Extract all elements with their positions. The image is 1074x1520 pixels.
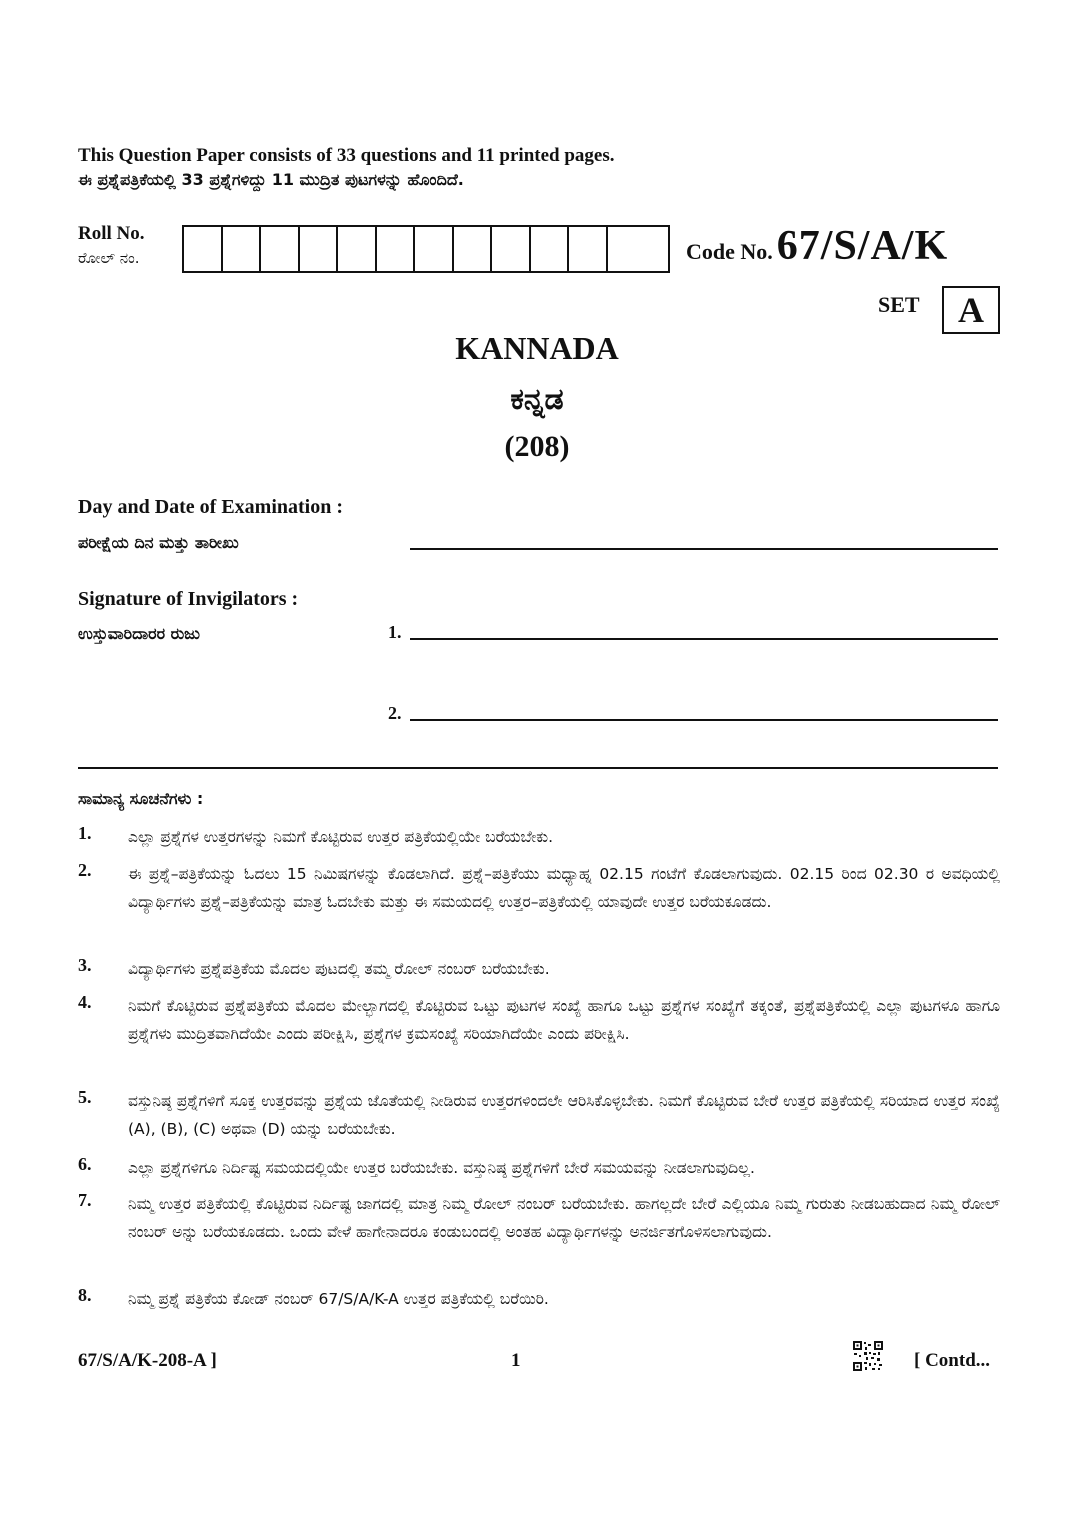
subject-code: (208) xyxy=(504,430,570,463)
roll-cell[interactable] xyxy=(338,227,377,271)
paper-info-kn: ಈ ಪ್ರಶ್ನೆಪತ್ರಿಕೆಯಲ್ಲಿ 33 ಪ್ರಶ್ನೆಗಳಿದ್ದು 11 ಮುದ್ರಿತ ಪುಟಗಳನ್ನು ಹೊಂದಿದೆ. xyxy=(78,170,464,189)
instruction-number: 8. xyxy=(78,1285,92,1305)
paper-info-en: This Question Paper consists of 33 questions and 11 printed pages. xyxy=(78,145,615,166)
instruction-item xyxy=(78,1154,1000,1182)
instruction-text: ನಿಮಗೆ ಕೊಟ್ಟಿರುವ ಪ್ರಶ್ನೆಪತ್ರಿಕೆಯ ಮೊದಲ ಮೇಲ್ಭಾಗದಲ್ಲಿ ಕೊಟ್ಟಿರುವ ಒಟ್ಟು ಪುಟಗಳ ಸಂಖ್ಯೆ ಹಾಗೂ ಒಟ್ಟು ಪ್ರಶ್ನೆಗಳ ಸಂಖ್ಯೆಗೆ ತಕ್ಕಂತೆ, ಪ್ರಶ್ನೆಪತ್ರಿಕೆಯಲ್ಲಿ ಎಲ್ಲಾ ಪುಟಗಳೂ ಹಾಗೂ ಪ್ರಶ್ನೆಗಳು ಮುದ್ರಿತವಾಗಿದೆಯೇ ಎಂದು ಪರೀಕ್ಷಿಸಿ, ಪ್ರಶ್ನೆಗಳ ಕ್ರಮಸಂಖ್ಯೆ ಸರಿಯಾಗಿದೆಯೇ ಎಂದು ಪರೀಕ್ಷಿಸಿ. xyxy=(128,997,1000,1043)
continued-label: [ Contd... xyxy=(914,1350,991,1371)
instruction-number: 1. xyxy=(78,823,92,843)
instruction-item xyxy=(78,1190,1000,1246)
roll-cell[interactable] xyxy=(454,227,493,271)
instruction-item xyxy=(78,1285,1000,1313)
code-number xyxy=(686,222,948,270)
instruction-item xyxy=(78,860,1000,916)
instruction-number: 3. xyxy=(78,955,92,975)
instruction-number: 6. xyxy=(78,1154,92,1174)
code-label: Code No. xyxy=(686,239,773,264)
roll-cell[interactable] xyxy=(184,227,223,271)
instruction-item xyxy=(78,823,1000,851)
page-number: 1 xyxy=(511,1350,521,1371)
instruction-text: ಈ ಪ್ರಶ್ನೆ–ಪತ್ರಿಕೆಯನ್ನು ಓದಲು 15 ನಿಮಿಷಗಳನ್ನು ಕೊಡಲಾಗಿದೆ. ಪ್ರಶ್ನೆ–ಪತ್ರಿಕೆಯು ಮಧ್ಯಾಹ್ನ 02.15 ಗಂಟೆಗೆ ಕೊಡಲಾಗುವುದು. 02.15 ರಿಂದ 02.30 ರ ಅವಧಿಯಲ್ಲಿ ವಿದ್ಯಾರ್ಥಿಗಳು ಪ್ರಶ್ನೆ–ಪತ್ರಿಕೆಯನ್ನು ಮಾತ್ರ ಓದಬೇಕು ಮತ್ತು ಈ ಸಮಯದಲ್ಲಿ ಉತ್ತರ–ಪತ್ರಿಕೆಯಲ್ಲಿ ಯಾವುದೇ ಉತ್ತರ ಬರೆಯಕೂಡದು. xyxy=(128,865,1000,911)
instruction-item xyxy=(78,955,1000,983)
instruction-item xyxy=(78,992,1000,1048)
roll-label-kn: ರೋಲ್ ನಂ. xyxy=(78,249,140,267)
instruction-text: ಎಲ್ಲಾ ಪ್ರಶ್ನೆಗಳಿಗೂ ನಿರ್ದಿಷ್ಟ ಸಮಯದಲ್ಲಿಯೇ ಉತ್ತರ ಬರೆಯಬೇಕು. ವಸ್ತುನಿಷ್ಠ ಪ್ರಶ್ನೆಗಳಿಗೆ ಬೇರೆ ಸಮಯವನ್ನು ನೀಡಲಾಗುವುದಿಲ್ಲ. xyxy=(128,1159,755,1177)
signature-1-line[interactable] xyxy=(410,638,998,640)
signature-2-line[interactable] xyxy=(410,719,998,721)
roll-number-grid[interactable] xyxy=(182,225,670,273)
exam-date-label-en: Day and Date of Examination : xyxy=(78,496,344,518)
section-divider xyxy=(78,767,998,769)
instruction-text: ವಿದ್ಯಾರ್ಥಿಗಳು ಪ್ರಶ್ನೆಪತ್ರಿಕೆಯ ಮೊದಲ ಪುಟದಲ್ಲಿ ತಮ್ಮ ರೋಲ್ ನಂಬರ್ ಬರೆಯಬೇಕು. xyxy=(128,960,550,978)
qr-code-icon xyxy=(852,1340,884,1372)
code-value: 67/S/A/K xyxy=(776,223,949,269)
signature-2-label: 2. xyxy=(388,703,402,723)
roll-cell[interactable] xyxy=(531,227,570,271)
set-value-box: A xyxy=(942,286,1000,334)
instruction-number: 4. xyxy=(78,992,92,1012)
roll-label xyxy=(78,222,145,270)
instruction-text: ಎಲ್ಲಾ ಪ್ರಶ್ನೆಗಳ ಉತ್ತರಗಳನ್ನು ನಿಮಗೆ ಕೊಟ್ಟಿರುವ ಉತ್ತರ ಪತ್ರಿಕೆಯಲ್ಲಿಯೇ ಬರೆಯಬೇಕು. xyxy=(128,828,554,846)
invigilator-label-en: Signature of Invigilators : xyxy=(78,588,299,610)
exam-date-label-kn: ಪರೀಕ್ಷೆಯ ದಿನ ಮತ್ತು ತಾರೀಖು xyxy=(78,533,239,552)
invigilator-label-kn: ಉಸ್ತುವಾರಿದಾರರ ರುಜು xyxy=(78,624,201,643)
instruction-number: 2. xyxy=(78,860,92,880)
roll-cell[interactable] xyxy=(223,227,262,271)
roll-cell[interactable] xyxy=(377,227,416,271)
subject-title-en: KANNADA xyxy=(455,330,619,366)
roll-cell[interactable] xyxy=(261,227,300,271)
footer-paper-code: 67/S/A/K-208-A ] xyxy=(78,1350,217,1371)
signature-1-label: 1. xyxy=(388,622,402,642)
instructions-heading: ಸಾಮಾನ್ಯ ಸೂಚನೆಗಳು : xyxy=(78,789,204,808)
instruction-number: 7. xyxy=(78,1190,92,1210)
instruction-number: 5. xyxy=(78,1087,92,1107)
instruction-text: ನಿಮ್ಮ ಉತ್ತರ ಪತ್ರಿಕೆಯಲ್ಲಿ ಕೊಟ್ಟಿರುವ ನಿರ್ದಿಷ್ಟ ಜಾಗದಲ್ಲಿ ಮಾತ್ರ ನಿಮ್ಮ ರೋಲ್ ನಂಬರ್ ಬರೆಯಬೇಕು. ಹಾಗಲ್ಲದೇ ಬೇರೆ ಎಲ್ಲಿಯೂ ನಿಮ್ಮ ಗುರುತು ನೀಡಬಹುದಾದ ನಿಮ್ಮ ರೋಲ್ ನಂಬರ್ ಅನ್ನು ಬರೆಯಕೂಡದು. ಒಂದು ವೇಳೆ ಹಾಗೇನಾದರೂ ಕಂಡುಬಂದಲ್ಲಿ ಅಂತಹ ವಿದ್ಯಾರ್ಥಿಗಳನ್ನು ಅನರ್ಜಿತಗೊಳಿಸಲಾಗುವುದು. xyxy=(128,1195,1000,1241)
roll-cell[interactable] xyxy=(569,227,608,271)
instruction-text: ವಸ್ತುನಿಷ್ಠ ಪ್ರಶ್ನೆಗಳಿಗೆ ಸೂಕ್ತ ಉತ್ತರವನ್ನು ಪ್ರಶ್ನೆಯ ಜೊತೆಯಲ್ಲಿ ನೀಡಿರುವ ಉತ್ತರಗಳಿಂದಲೇ ಆರಿಸಿಕೊಳ್ಳಬೇಕು. ನಿಮಗೆ ಕೊಟ್ಟಿರುವ ಬೇರೆ ಉತ್ತರ ಪತ್ರಿಕೆಯಲ್ಲಿ ಸರಿಯಾದ ಉತ್ತರ ಸಂಖ್ಯೆ (A), (B), (C) ಅಥವಾ (D) ಯನ್ನು ಬರೆಯಬೇಕು. xyxy=(128,1092,1000,1138)
roll-label-en: Roll No. xyxy=(78,223,145,244)
set-label: SET xyxy=(878,292,920,317)
instruction-text: ನಿಮ್ಮ ಪ್ರಶ್ನೆ ಪತ್ರಿಕೆಯ ಕೋಡ್ ನಂಬರ್ 67/S/A/K-A ಉತ್ತರ ಪತ್ರಿಕೆಯಲ್ಲಿ ಬರೆಯಿರಿ. xyxy=(128,1290,549,1308)
roll-cell[interactable] xyxy=(300,227,339,271)
roll-cell[interactable] xyxy=(415,227,454,271)
roll-cell[interactable] xyxy=(492,227,531,271)
exam-date-line[interactable] xyxy=(410,548,998,550)
subject-title-kn: ಕನ್ನಡ xyxy=(510,382,564,417)
roll-cell[interactable] xyxy=(608,227,647,271)
instruction-item xyxy=(78,1087,1000,1143)
